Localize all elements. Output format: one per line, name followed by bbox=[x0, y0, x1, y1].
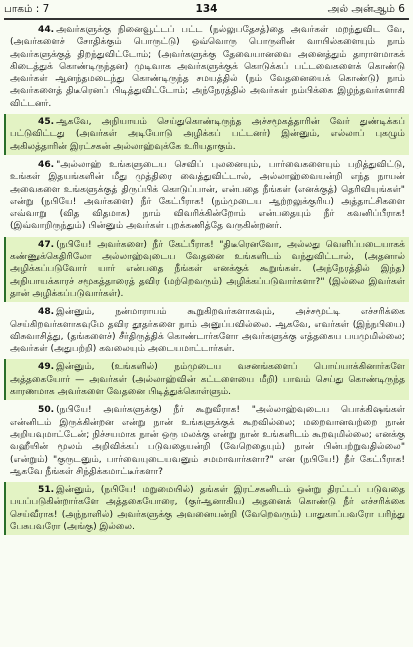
verse-number: 44. bbox=[38, 25, 55, 35]
verse-text: "அல்லாஹ் உங்களுடைய செவிப் புலனையும், பார்வைகளையும் பறித்துவிட்டு, உங்கள் இதயங்களின் மீது முத்திரை வைத்துவிட்டால், அல்லாஹ்வையன்றி எந்த நாயன் அவைகளை உங்களுக்குத் திருப்பிக் கொடுப்பான், என்பதை நீங்கள் (எனக்குத்) தெரிவியுங்கள்" என்று (நபியே! அவர்களை) நீர் கேட்பீராக! (நம்முடைய ஆற்றலுக்குரிய) அத்தாட்சிகளை எவ்வாறு (வித விதமாக) நாம் விவரிக்கின்றோம் என்பதையும் நீர் கவனிப்பீராக! (இவ்வாறிருந்தும்) பின்னும் அவர்கள் புறக்கணித்தே வருகின்றனர். bbox=[10, 159, 405, 232]
verse-text: (நபியே! அவர்களுக்கு) நீர் கூறுவீராக! "அல்லாஹ்வுடைய பொக்கிஷங்கள் என்னிடம் இருக்கின்றன என்று நான் உங்களுக்குக் கூறவில்லை; மறைவானவற்றை நான் அறியவுமாட்டேன்; நிச்சயமாக நான் ஒரு மலக்கு என்று நான் உங்களிடம் கூறவுமில்லை; எனக்கு வஹீயின் மூலம் அறிவிக்கப் படுவதையன்றி (வேறெதையும்) நான் பின்பற்றுவதில்லை" (என்றும்) "குருடனும், பார்வையுடையவனும் சமமாவார்களா?" என (நபியே!) நீர் கேட்பீராக! ஆகவே நீங்கள் சிந்திக்கமாட்டீர்களா? bbox=[10, 405, 405, 477]
verse-text: இன்னும், (உங்களில்) நம்முடைய வசனங்களைப் பொய்யாக்கினார்களே அத்தகையோர் — அவர்கள் (அல்லாஹ்வின் கட்டளையை மீறி) பாவம் செய்து கொண்டிருந்த காரணமாக அவர்களை வேதனை பிடித்துக்கொள்ளும். bbox=[10, 362, 405, 398]
verse-44 bbox=[4, 22, 409, 112]
verse-number: 46. bbox=[38, 159, 55, 170]
verse-text: இன்னும், (நபியே! மறுமையில்) தங்கள் இரட்சகனிடம் ஒன்று திரட்டப் படுவதை பயப்படுகின்றார்களே அத்தகையோரை, (குர்ஆனாகிய) அதனைக் கொண்டு நீர் எச்சரிக்கை செய்வீராக! (அந்நாளில்) அவர்களுக்கு அவனையன்றி (வேறெவரும்) பாதுகாப்பவரோ பரிந்து பேசுபவரோ (அங்கு) இல்லை. bbox=[10, 485, 405, 532]
part-label: பாகம் : 7 bbox=[4, 3, 50, 15]
verse-51 bbox=[4, 482, 409, 535]
verse-number: 48. bbox=[38, 307, 55, 318]
verse-50 bbox=[4, 402, 409, 480]
verse-46 bbox=[4, 157, 409, 235]
verse-number: 49. bbox=[38, 362, 55, 373]
verse-text: இன்னும், நன்மாராயம் கூறுகிறவர்களாகவும், அச்சமூட்டி எச்சரிக்கை செய்கிறவர்களாகவுமே தவிர தூதர்களை நாம் அனுப்பவில்லை. ஆகவே, எவர்கள் (இந்நபியை) விசுவாசித்து, (தங்களைச்) சீர்திருத்திக் கொண்டார்களோ அவர்களுக்கு எத்தகைய பயமுமில்லை; அவர்கள் (அதுபற்றி) கவலையும் அடையமாட்டார்கள். bbox=[10, 307, 405, 355]
verse-text: (நபியே! அவர்களை) நீர் கேட்பீராக! "திடீரெனவோ, அல்லது வெளிப்படையாகக் கண்ணுக்கெதிரிலோ அல்லாஹ்வுடைய வேதனை உங்களிடம் வந்துவிட்டால், (அதனால் அழிக்கப்படுவோர் யார் என்பதை நீங்கள் எனக்குக் கூறுங்கள். (அந்நேரத்தில் இந்த) அநியாயக்காரச் சமூகத்தாரைத் தவிர (மற்றெவரும்) அழிக்கப்படுவார்களா?" (இல்லை இவர்கள் தான் அழிக்கப்படுவார்கள்). bbox=[10, 239, 405, 299]
verse-number: 47. bbox=[38, 239, 55, 250]
verse-47 bbox=[4, 237, 409, 302]
page-number: 134 bbox=[195, 3, 218, 15]
verse-45 bbox=[4, 114, 409, 155]
header-rule bbox=[4, 18, 409, 20]
page-header bbox=[0, 0, 413, 18]
verse-number: 45. bbox=[38, 117, 55, 128]
chapter-label: அல் அன்ஆம் 6 bbox=[327, 3, 405, 15]
verse-49 bbox=[4, 359, 409, 400]
verse-number: 51. bbox=[38, 485, 55, 496]
verse-text: ஆகவே, அநியாயம் செய்துகொண்டிருந்த அச்சமூகத்தாரின் வேர் துண்டிக்கப் பட்டுவிட்டது (அவர்கள் அடியோடு அழிக்கப் பட்டனர்) இன்னும், எல்லாப் புகழும் அகிலத்தாரின் இரட்சகன் அல்லாஹ்வுக்கே உரியதாகும். bbox=[10, 117, 405, 152]
verse-48 bbox=[4, 304, 409, 357]
verse-text: அவர்களுக்கு நினைவூட்டப் பட்ட (நல்லுபதேசத்)தை அவர்கள் மறந்துவிட வே, (அவர்களைச் சோதிக்கும் பொருட்டு) ஒவ்வொரு பொருளின் வாயில்களையும் நாம் அவர்களுக்குத் திறந்துவிட்டோம்; (அவர்களுக்கு தேவையானவை அனைத்தும் தாராளமாகக் கிடைத்துக் கொண்டிருந்தன) முடிவாக அவர்களுக்குக் கொடுக்கப் பட்டவைகளைக் கொண்டு அவர்கள் ஆனந்தமடைந்து கொண்டிருந்த சமயத்தில் (நம் வேதனையைக் கொண்டு) நாம் அவர்களைத் திடீரெனப் பிடித்துவிட்டோம்; அந்நேரத்தில் அவர்கள் நம்பிக்கை இழந்தவர்களாகி விட்டனர். bbox=[10, 25, 405, 109]
verse-list bbox=[4, 22, 409, 642]
verse-number: 50. bbox=[38, 405, 55, 416]
